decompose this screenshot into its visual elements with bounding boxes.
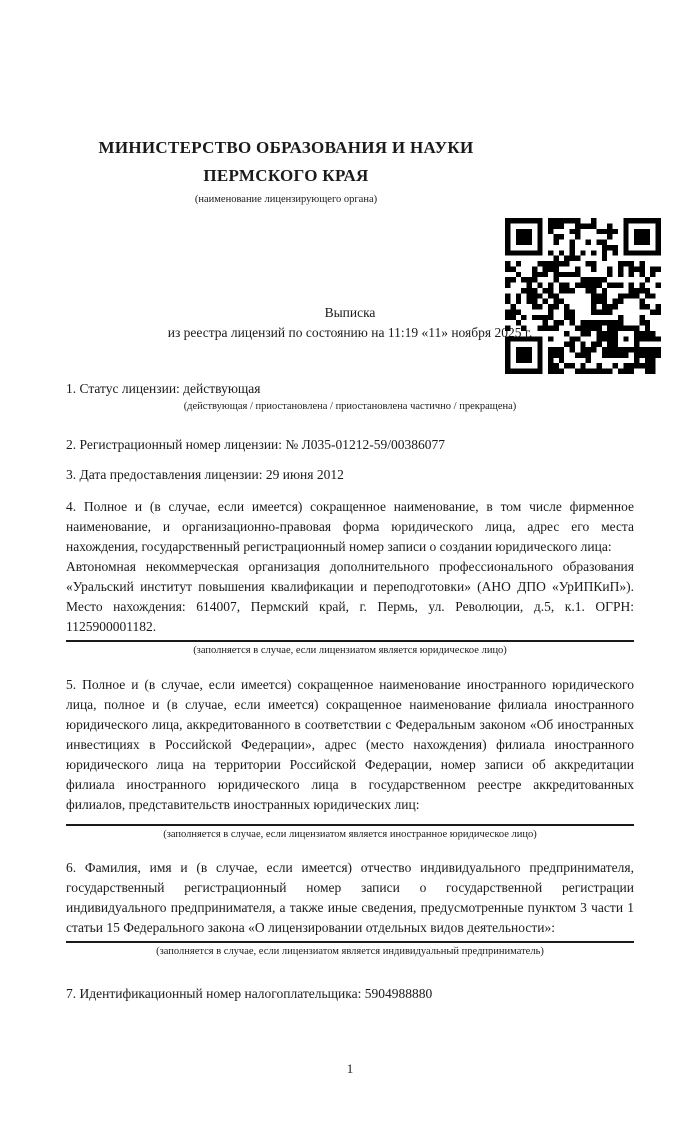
- legal-entity-value: Автономная некоммерческая организация дополнительного профессионального образования «Уральский институт повышения квалификации и переподготовки» (АНО ДПО «УрИПКиП»). Место нахождения: 614007, Пермский край, г. Пермь, ул. Революции, д.5, к.1. ОГРН: 1125900001182.: [66, 559, 634, 634]
- license-status: 1. Статус лицензии: действующая: [66, 381, 261, 396]
- individual-entrepreneur-fill-caption: (заполняется в случае, если лицензиатом является индивидуальный предприниматель): [66, 941, 634, 959]
- licensing-authority-heading: [66, 134, 506, 206]
- license-grant-date: 3. Дата предоставления лицензии: 29 июня 2012: [66, 467, 344, 482]
- foreign-entity-fill-caption: (заполняется в случае, если лицензиатом является иностранное юридическое лицо): [66, 824, 634, 842]
- foreign-entity-label: 5. Полное и (в случае, если имеется) сокращенное наименование иностранного юридического лица, полное и (в случае, если имеется) сокращенное наименование филиала иностранного юридического лица, аккредитованного в соответствии с Федеральным законом «Об иностранных инвестициях в Российской Федерации», адрес (место нахождения) филиала иностранного юридического лица на территории Российской Федерации, номер записи об аккредитации филиала иностранного юридического лица в государственном реестре аккредитованных филиалов, представительств иностранных юридических лиц:: [66, 677, 634, 812]
- ministry-name-line1: МИНИСТЕРСТВО ОБРАЗОВАНИЯ И НАУКИ: [98, 138, 474, 157]
- licensing-authority-caption: (наименование лицензирующего органа): [194, 194, 378, 205]
- taxpayer-id: 7. Идентификационный номер налогоплательщика: 5904988880: [66, 986, 433, 1001]
- legal-entity-label: 4. Полное и (в случае, если имеется) сокращенное наименование, в том числе фирменное наименование, и организационно-правовая форма юридического лица, адрес его места нахождения, государственный регистрационный номер записи о создании юридического лица:: [66, 499, 634, 554]
- legal-entity-fill-caption: (заполняется в случае, если лицензиатом является юридическое лицо): [66, 640, 634, 658]
- document-title-line1: Выписка: [324, 305, 376, 320]
- individual-entrepreneur-label: 6. Фамилия, имя и (в случае, если имеется) отчество индивидуального предпринимателя, государственный регистрационный номер записи о государственной регистрации индивидуального предпринимателя, а также иные сведения, предусмотренные пунктом 3 части 1 статьи 15 Федерального закона «О лицензировании отдельных видов деятельности»:: [66, 860, 634, 935]
- qr-code-icon: [505, 218, 661, 374]
- page-number: 1: [346, 1061, 354, 1076]
- document-title-line2: из реестра лицензий по состоянию на 11:19 «11» ноября 2025 г.: [167, 325, 533, 340]
- registration-number: 2. Регистрационный номер лицензии: № Л035-01212-59/00386077: [66, 437, 446, 452]
- ministry-name-line2: ПЕРМСКОГО КРАЯ: [203, 166, 369, 185]
- foreign-entity-value: [66, 815, 634, 824]
- license-status-options-caption: (действующая / приостановлена / приостановлена частично / прекращена): [183, 401, 517, 412]
- document-page: [0, 134, 700, 1123]
